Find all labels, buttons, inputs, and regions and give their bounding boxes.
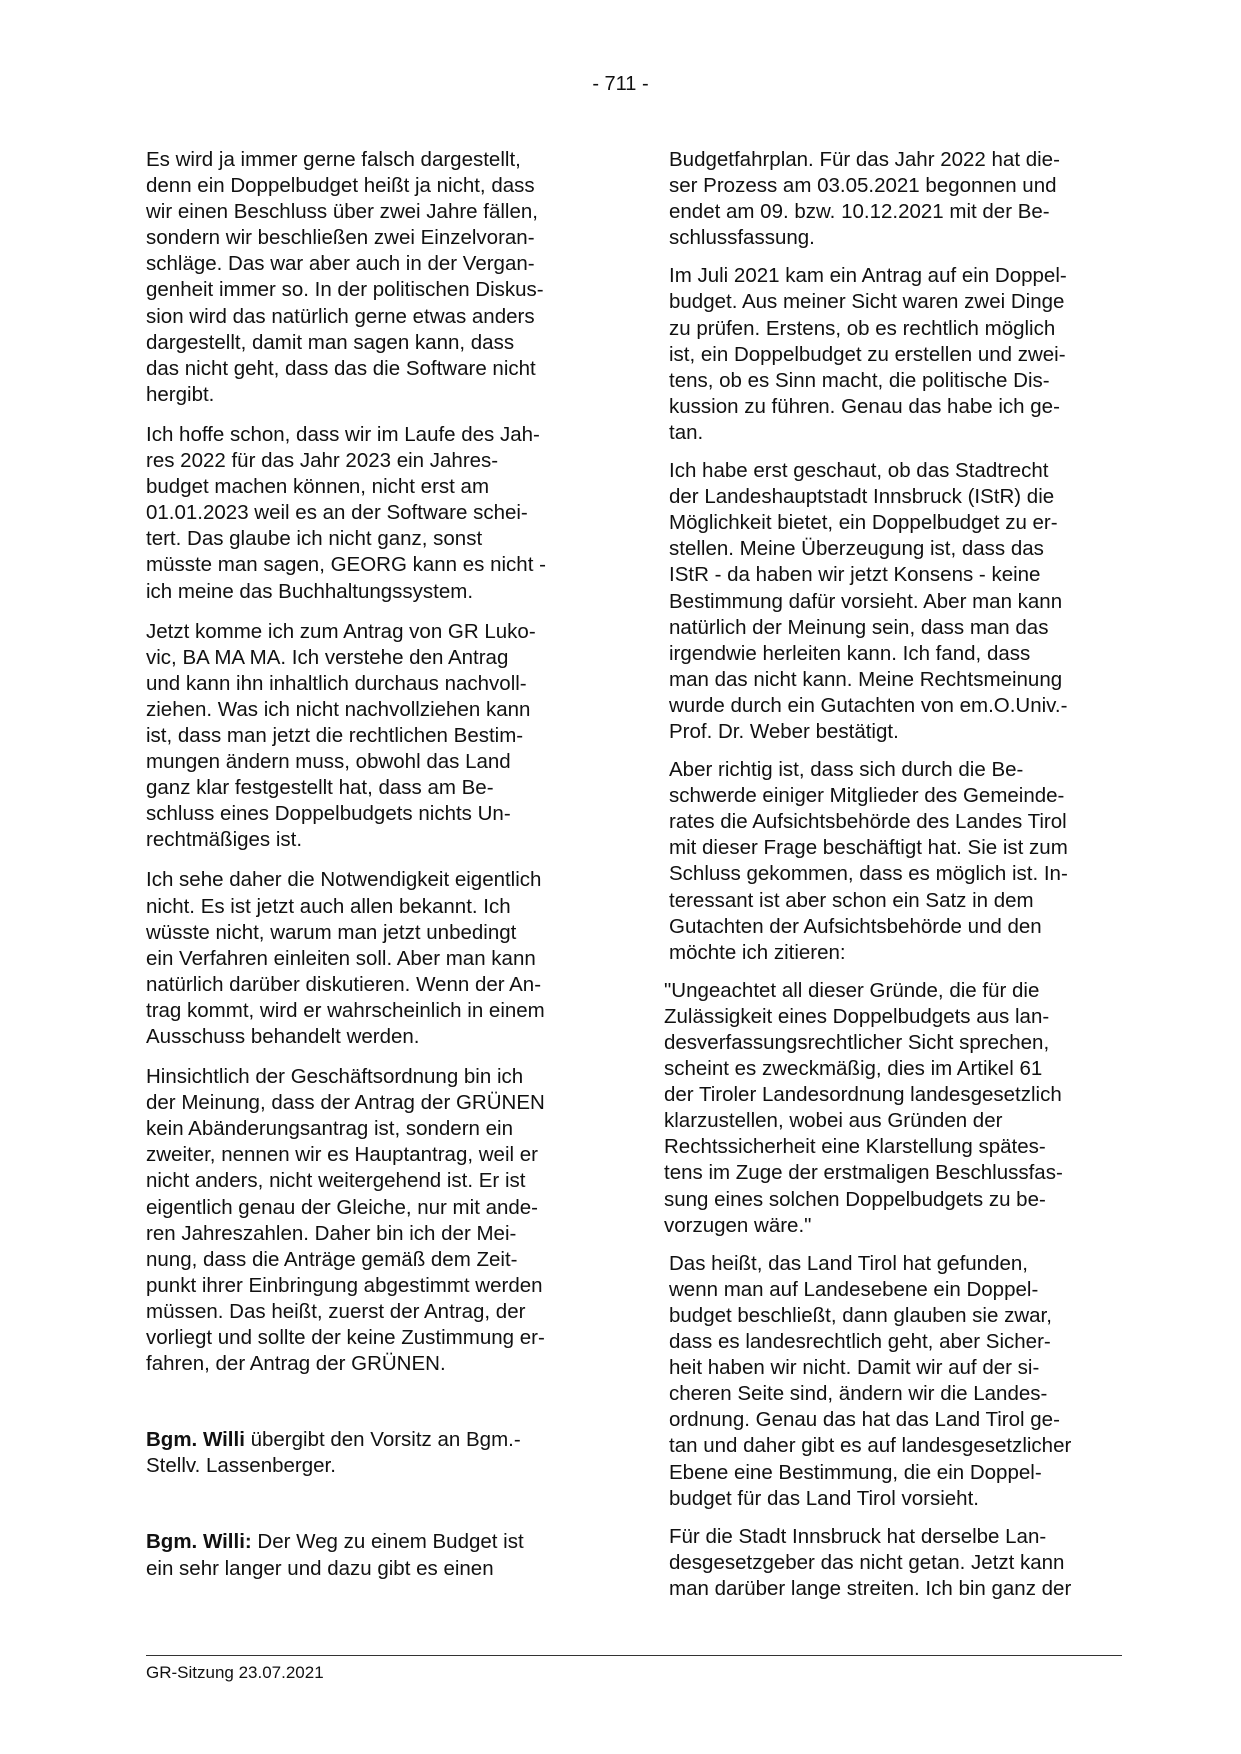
footer-divider — [146, 1655, 1122, 1656]
paragraph: Ich habe erst geschaut, ob das Stadtrecht der Landeshauptstadt Innsbruck (IStR) die Möglichkeit bietet, ein Doppelbudget zu er- stellen. Meine Überzeugung ist, dass das IStR - da haben wir jetzt Konsens - keine Bestimmung dafür vorsieht. Aber man kann natürlich der Meinung sein, dass man das irgendwie herleiten kann. Ich fand, dass man das nicht kann. Meine Rechtsmeinung wurde durch ein Gutachten von em.O.Univ.- Prof. Dr. Weber bestätigt. — [669, 459, 1068, 743]
chair-transfer-note — [146, 1427, 598, 1479]
speaker-name: Bgm. Willi: — [146, 1530, 252, 1554]
paragraph: Aber richtig ist, dass sich durch die Be- schwerde einiger Mitglieder des Gemeinde- rates die Aufsichtsbehörde des Landes Tirol mit dieser Frage beschäftigt hat. Sie ist zum Schluss gekommen, dass es möglich ist. In- teressant ist aber schon ein Satz in dem Gutachten der Aufsichtsbehörde und den möchte ich zitieren: — [669, 758, 1068, 964]
block-quote: "Ungeachtet all dieser Gründe, die für die Zulässigkeit eines Doppelbudgets aus lan- desverfassungsrechtlicher Sicht sprechen, scheint es zweckmäßig, dies im Artikel 61 der Tiroler Landesordnung landesgesetzlich klarzustellen, wobei aus Gründen der Rechtssicherheit eine Klarstellung spätes- tens im Zuge der erstmaligen Beschlussfas- sung eines solchen Doppelbudgets zu be- vorzugen wäre." — [664, 978, 1063, 1237]
paragraph: Es wird ja immer gerne falsch dargestellt, denn ein Doppelbudget heißt ja nicht, dass wir einen Beschluss über zwei Jahre fällen, sondern wir beschließen zwei Einzelvoran- schläge. Das war aber auch in der Vergan- genheit immer so. In der politischen Diskus- sion wird das natürlich gerne etwas anders dargestellt, damit man sagen kann, dass das nicht geht, dass das die Software nicht hergibt. — [146, 148, 544, 406]
footer-session-label: GR-Sitzung 23.07.2021 — [146, 1663, 324, 1682]
transfer-text: übergibt den Vorsitz an Bgm.- Stellv. Lassenberger. — [146, 1428, 521, 1478]
paragraph: Ich hoffe schon, dass wir im Laufe des Jah- res 2022 für das Jahr 2023 ein Jahres- budget machen können, nicht erst am 01.01.2023 weil es an der Software schei- tert. Das glaube ich nicht ganz, sonst müsste man sagen, GEORG kann es nicht - ich meine das Buchhaltungssystem. — [146, 422, 546, 603]
paragraph: Für die Stadt Innsbruck hat derselbe Lan- desgesetzgeber das nicht getan. Jetzt kann man darüber lange streiten. Ich bin ganz der — [669, 1524, 1072, 1600]
paragraph: Budgetfahrplan. Für das Jahr 2022 hat die- ser Prozess am 03.05.2021 begonnen und endet am 09. bzw. 10.12.2021 mit der Be- schlussfassung. — [669, 148, 1060, 250]
right-column — [664, 147, 1122, 1614]
speech-start — [146, 1529, 598, 1581]
paragraph: Im Juli 2021 kam ein Antrag auf ein Doppel- budget. Aus meiner Sicht waren zwei Dinge zu prüfen. Erstens, ob es rechtlich möglich ist, ein Doppelbudget zu erstellen und zwei- tens, ob es Sinn macht, die politische Dis- kussion zu führen. Genau das habe ich ge- tan. — [669, 264, 1067, 444]
speaker-name: Bgm. Willi — [146, 1428, 245, 1452]
left-column — [146, 147, 598, 1596]
speech-text: Der Weg zu einem Budget ist ein sehr langer und dazu gibt es einen — [146, 1530, 524, 1580]
page-number: - 711 - — [592, 73, 649, 95]
paragraph: Ich sehe daher die Notwendigkeit eigentlich nicht. Es ist jetzt auch allen bekannt. Ich wüsste nicht, warum man jetzt unbedingt ein Verfahren einleiten soll. Aber man kann natürlich darüber diskutieren. Wenn der An- trag kommt, wird er wahrscheinlich in einem Ausschuss behandelt werden. — [146, 868, 545, 1048]
paragraph: Das heißt, das Land Tirol hat gefunden, wenn man auf Landesebene ein Doppel- budget beschließt, dann glauben sie zwar, dass es landesrechtlich geht, aber Sicher- heit haben wir nicht. Damit wir auf der si- cheren Seite sind, ändern wir die Landes- ordnung. Genau das hat das Land Tirol ge- tan und daher gibt es auf landesgesetzlicher Ebene eine Bestimmung, die ein Doppel- budget für das Land Tirol vorsieht. — [669, 1251, 1072, 1510]
paragraph: Jetzt komme ich zum Antrag von GR Luko- vic, BA MA MA. Ich verstehe den Antrag und kann ihn inhaltlich durchaus nachvoll- ziehen. Was ich nicht nachvollziehen kann ist, dass man jetzt die rechtlichen Bestim- mungen ändern muss, obwohl das Land ganz klar festgestellt hat, dass am Be- schluss eines Doppelbudgets nichts Un- rechtmäßiges ist. — [146, 619, 536, 852]
paragraph: Hinsichtlich der Geschäftsordnung bin ich der Meinung, dass der Antrag der GRÜNEN kein Abänderungsantrag ist, sondern ein zweiter, nennen wir es Hauptantrag, weil er nicht anders, nicht weitergehend ist. Er ist eigentlich genau der Gleiche, nur mit ande- ren Jahreszahlen. Daher bin ich der Mei- nung, dass die Anträge gemäß dem Zeit- punkt ihrer Einbringung abgestimmt werden müssen. Das heißt, zuerst der Antrag, der vorliegt und sollte der keine Zustimmung er- fahren, der Antrag der GRÜNEN. — [146, 1065, 545, 1376]
